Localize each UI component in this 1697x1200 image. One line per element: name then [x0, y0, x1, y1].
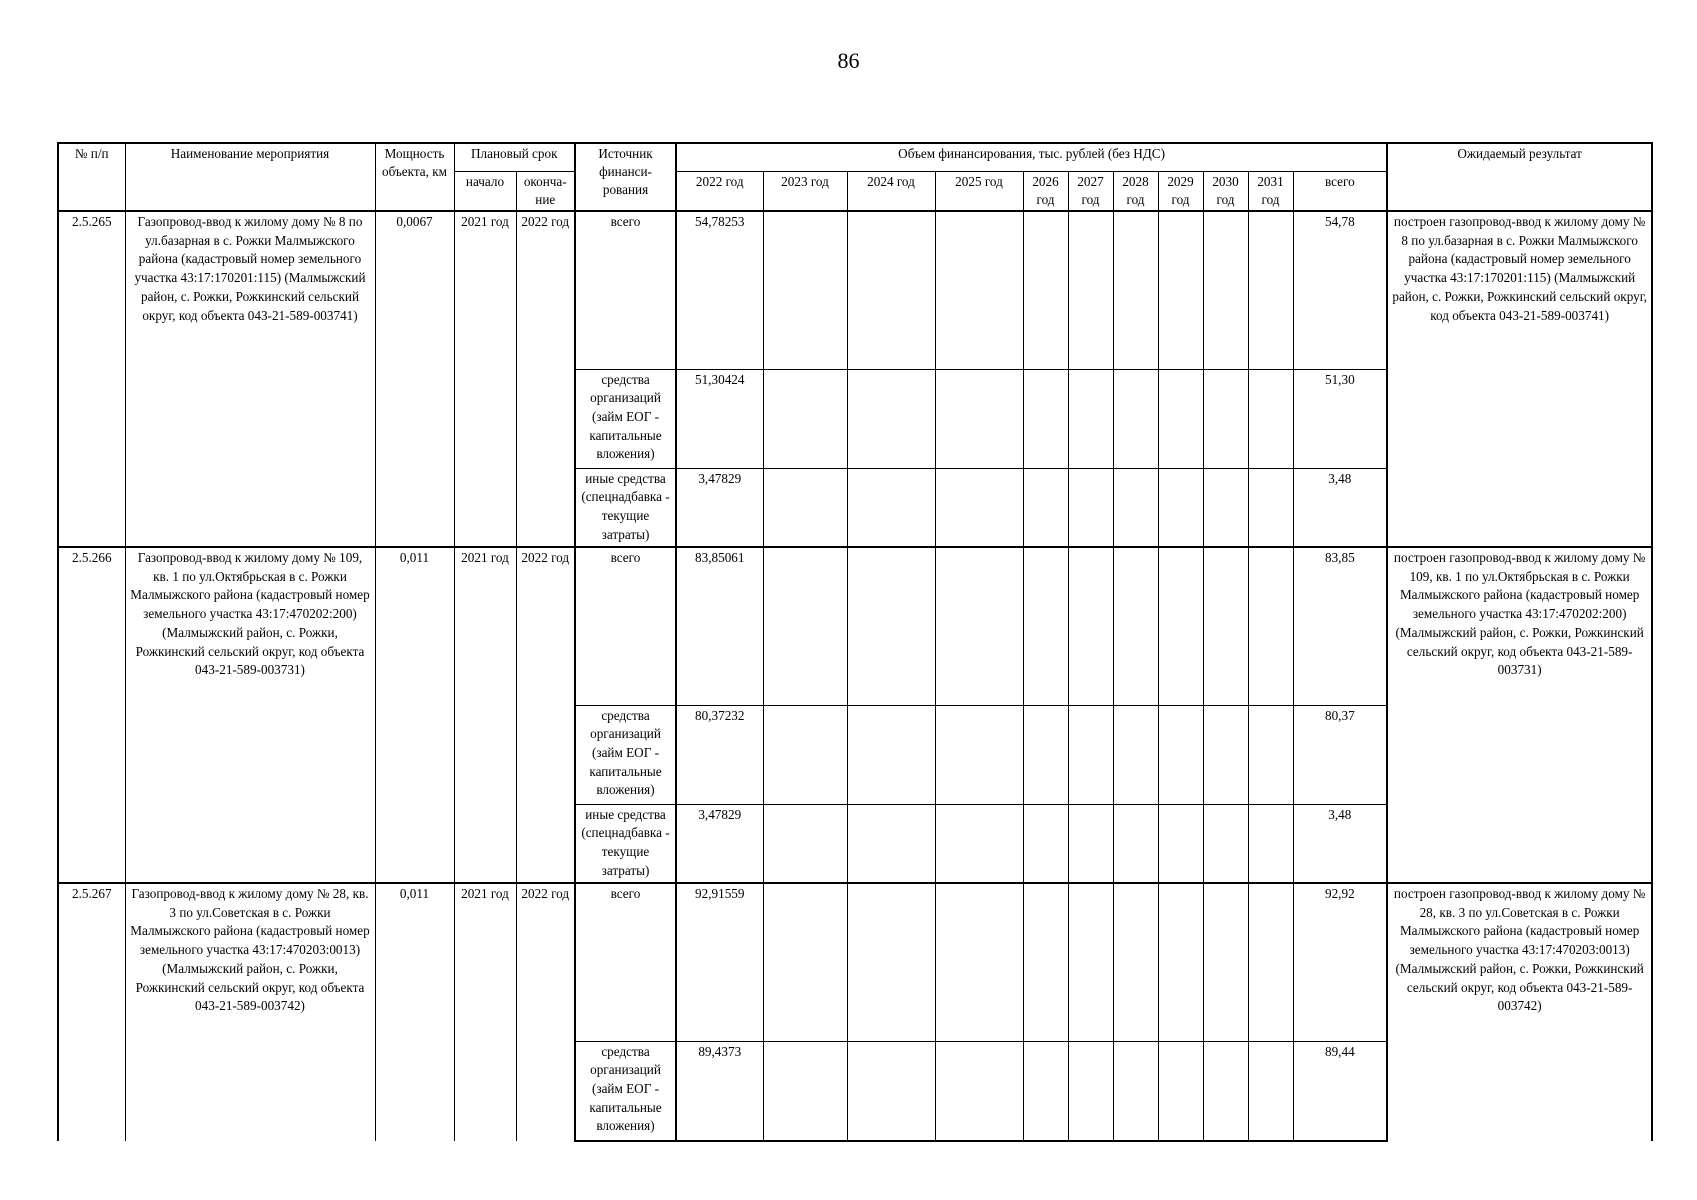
row-end: 2022 год: [516, 547, 575, 883]
row-end: 2022 год: [516, 211, 575, 547]
value-2022: 80,37232: [676, 705, 763, 804]
source-label: средства организаций (займ ЕОГ - капитальные вложения): [575, 369, 676, 468]
header-year: 2023 год: [763, 171, 847, 211]
source-label: средства организаций (займ ЕОГ - капитальные вложения): [575, 705, 676, 804]
value-2022: 3,47829: [676, 804, 763, 883]
value-2022: 51,30424: [676, 369, 763, 468]
row-capacity: 0,0067: [375, 211, 454, 547]
header-source: Источник финанси-рования: [575, 143, 676, 211]
header-year: 2022 год: [676, 171, 763, 211]
value-2022: 83,85061: [676, 547, 763, 705]
header-capacity: Мощность объекта, км: [375, 143, 454, 211]
header-term-start: начало: [454, 171, 516, 211]
table-row: [58, 547, 1652, 705]
row-capacity: 0,011: [375, 547, 454, 883]
header-year: 2028 год: [1113, 171, 1158, 211]
header-term-end: оконча-ние: [516, 171, 575, 211]
value-total: 51,30: [1293, 369, 1387, 468]
value-total: 83,85: [1293, 547, 1387, 705]
row-name: Газопровод-ввод к жилому дому № 28, кв. 3 по ул.Советская в с. Рожки Малмыжского района (кадастровый номер земельного участка 43:17:470203:0013) (Малмыжский район, с. Рожки, Рожкинский сельский округ, код объекта 043-21-589-003742): [125, 883, 375, 1141]
value-total: 92,92: [1293, 883, 1387, 1041]
value-total: 3,48: [1293, 468, 1387, 547]
table-row: [58, 883, 1652, 1041]
row-result: построен газопровод-ввод к жилому дому № 109, кв. 1 по ул.Октябрьская в с. Рожки Малмыжского района (кадастровый номер земельного участка 43:17:470202:200) (Малмыжский район, с. Рожки, Рожкинский сельский округ, код объекта 043-21-589-003731): [1387, 547, 1652, 883]
row-num: 2.5.265: [58, 211, 125, 547]
row-num: 2.5.266: [58, 547, 125, 883]
header-year: 2024 год: [847, 171, 935, 211]
value-2022: 89,4373: [676, 1041, 763, 1141]
row-end: 2022 год: [516, 883, 575, 1141]
value-2022: 92,91559: [676, 883, 763, 1041]
row-start: 2021 год: [454, 211, 516, 547]
header-year: 2029 год: [1158, 171, 1203, 211]
row-capacity: 0,011: [375, 883, 454, 1141]
header-year: 2031 год: [1248, 171, 1293, 211]
source-label: иные средства (спецнадбавка - текущие затраты): [575, 804, 676, 883]
value-total: 54,78: [1293, 211, 1387, 369]
header-funding: Объем финансирования, тыс. рублей (без НДС): [676, 143, 1387, 171]
header-year: 2030 год: [1203, 171, 1248, 211]
row-start: 2021 год: [454, 547, 516, 883]
row-result: построен газопровод-ввод к жилому дому № 28, кв. 3 по ул.Советская в с. Рожки Малмыжского района (кадастровый номер земельного участка 43:17:470203:0013) (Малмыжский район, с. Рожки, Рожкинский сельский округ, код объекта 043-21-589-003742): [1387, 883, 1652, 1141]
header-year: 2025 год: [935, 171, 1023, 211]
header-year: 2026 год: [1023, 171, 1068, 211]
row-num: 2.5.267: [58, 883, 125, 1141]
value-2022: 54,78253: [676, 211, 763, 369]
source-label: иные средства (спецнадбавка - текущие затраты): [575, 468, 676, 547]
value-2022: 3,47829: [676, 468, 763, 547]
row-name: Газопровод-ввод к жилому дому № 109, кв. 1 по ул.Октябрьская в с. Рожки Малмыжского района (кадастровый номер земельного участка 43:17:470202:200) (Малмыжский район, с. Рожки, Рожкинский сельский округ, код объекта 043-21-589-003731): [125, 547, 375, 883]
value-total: 80,37: [1293, 705, 1387, 804]
header-num: № п/п: [58, 143, 125, 211]
header-result: Ожидаемый результат: [1387, 143, 1652, 211]
value-total: 89,44: [1293, 1041, 1387, 1141]
header-total: всего: [1293, 171, 1387, 211]
source-label: всего: [575, 211, 676, 369]
table-row: [58, 211, 1652, 369]
page-number: 86: [837, 48, 860, 73]
row-result: построен газопровод-ввод к жилому дому № 8 по ул.базарная в с. Рожки Малмыжского района (кадастровый номер земельного участка 43:17:170201:115) (Малмыжский район, с. Рожки, Рожкинский сельский округ, код объекта 043-21-589-003741): [1387, 211, 1652, 547]
header-name: Наименование мероприятия: [125, 143, 375, 211]
value-total: 3,48: [1293, 804, 1387, 883]
source-label: всего: [575, 883, 676, 1041]
row-name: Газопровод-ввод к жилому дому № 8 по ул.базарная в с. Рожки Малмыжского района (кадастровый номер земельного участка 43:17:170201:115) (Малмыжский район, с. Рожки, Рожкинский сельский округ, код объекта 043-21-589-003741): [125, 211, 375, 547]
row-start: 2021 год: [454, 883, 516, 1141]
header-term: Плановый срок: [454, 143, 575, 171]
header-year: 2027 год: [1068, 171, 1113, 211]
source-label: средства организаций (займ ЕОГ - капитальные вложения): [575, 1041, 676, 1141]
financing-table: [57, 142, 1653, 1142]
source-label: всего: [575, 547, 676, 705]
